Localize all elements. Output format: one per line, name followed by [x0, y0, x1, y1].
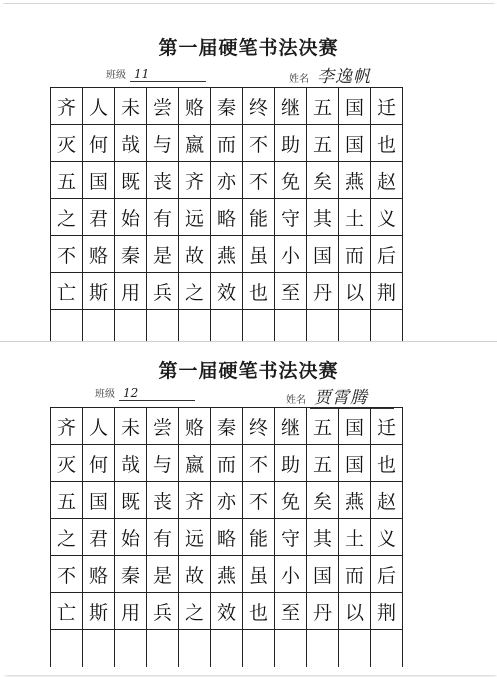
grid-cell: 哉 — [115, 125, 147, 162]
grid-cell: 赵 — [371, 482, 403, 519]
grid-cell: 义 — [371, 519, 403, 556]
grid-cell: 故 — [179, 236, 211, 273]
grid-cell: 齐 — [179, 162, 211, 199]
grid-cell-empty — [83, 310, 115, 341]
grid-cell: 至 — [275, 593, 307, 630]
grid-cell: 也 — [243, 593, 275, 630]
grid-cell: 守 — [275, 199, 307, 236]
grid-cell: 义 — [371, 199, 403, 236]
grid-cell: 人 — [83, 408, 115, 445]
grid-cell: 免 — [275, 162, 307, 199]
grid-cell: 免 — [275, 482, 307, 519]
grid-cell: 而 — [339, 556, 371, 593]
grid-cell: 何 — [83, 125, 115, 162]
grid-cell: 齐 — [51, 408, 83, 445]
grid-cell: 五 — [307, 445, 339, 482]
grid-cell: 始 — [115, 519, 147, 556]
grid-cell: 亦 — [211, 482, 243, 519]
grid-cell-empty — [243, 310, 275, 341]
grid-cell: 而 — [211, 125, 243, 162]
grid-cell: 齐 — [51, 88, 83, 125]
grid-cell: 国 — [339, 125, 371, 162]
grid-cell: 土 — [339, 199, 371, 236]
grid-cell: 有 — [147, 199, 179, 236]
grid-cell: 远 — [179, 519, 211, 556]
grid-cell: 略 — [211, 519, 243, 556]
grid-cell: 虽 — [243, 556, 275, 593]
grid-cell: 未 — [115, 88, 147, 125]
grid-cell: 矣 — [307, 482, 339, 519]
grid-cell-empty — [307, 310, 339, 341]
grid-cell: 之 — [179, 273, 211, 310]
grid-cell: 嬴 — [179, 125, 211, 162]
grid-cell: 兵 — [147, 273, 179, 310]
grid-cell: 小 — [275, 236, 307, 273]
grid-cell: 效 — [211, 593, 243, 630]
grid-cell-empty — [83, 630, 115, 667]
grid-cell: 不 — [243, 482, 275, 519]
grid-cell: 燕 — [211, 556, 243, 593]
grid-cell: 嬴 — [179, 445, 211, 482]
grid-cell: 尝 — [147, 88, 179, 125]
grid-cell: 灭 — [51, 125, 83, 162]
grid-cell: 终 — [243, 408, 275, 445]
grid-cell-empty — [147, 630, 179, 667]
grid-cell: 后 — [371, 236, 403, 273]
class-value: 12 — [119, 386, 195, 401]
grid-cell: 五 — [307, 125, 339, 162]
grid-cell: 五 — [51, 162, 83, 199]
grid-cell: 亦 — [211, 162, 243, 199]
grid-cell: 远 — [179, 199, 211, 236]
grid-cell: 赂 — [83, 236, 115, 273]
grid-cell: 赂 — [179, 408, 211, 445]
grid-cell: 五 — [307, 408, 339, 445]
grid-cell: 国 — [339, 88, 371, 125]
grid-cell-empty — [339, 310, 371, 341]
grid-cell: 既 — [115, 162, 147, 199]
grid-cell: 之 — [51, 199, 83, 236]
grid-cell: 继 — [275, 88, 307, 125]
grid-cell: 小 — [275, 556, 307, 593]
grid-cell: 丹 — [307, 593, 339, 630]
grid-cell: 以 — [339, 593, 371, 630]
grid-cell: 至 — [275, 273, 307, 310]
grid-cell: 与 — [147, 125, 179, 162]
name-value: 李逸帆 — [313, 62, 397, 88]
grid-cell: 灭 — [51, 445, 83, 482]
grid-cell: 与 — [147, 445, 179, 482]
grid-cell: 能 — [243, 519, 275, 556]
grid-cell: 是 — [147, 556, 179, 593]
grid-cell: 斯 — [83, 273, 115, 310]
grid-cell: 略 — [211, 199, 243, 236]
grid-cell: 斯 — [83, 593, 115, 630]
grid-cell-empty — [275, 630, 307, 667]
grid-cell: 始 — [115, 199, 147, 236]
grid-cell: 五 — [51, 482, 83, 519]
grid-cell: 丧 — [147, 162, 179, 199]
grid-cell: 国 — [307, 236, 339, 273]
grid-cell: 以 — [339, 273, 371, 310]
grid-cell: 未 — [115, 408, 147, 445]
class-field — [95, 385, 195, 401]
grid-cell-empty — [115, 310, 147, 341]
grid-cell: 助 — [275, 445, 307, 482]
grid-cell: 而 — [211, 445, 243, 482]
sheet-title: 第一届硬笔书法决赛 — [158, 360, 339, 382]
grid-cell: 亡 — [51, 273, 83, 310]
grid-cell: 是 — [147, 236, 179, 273]
class-value: 11 — [130, 67, 206, 82]
grid-cell: 不 — [243, 445, 275, 482]
grid-cell-empty — [371, 310, 403, 341]
grid-cell: 能 — [243, 199, 275, 236]
grid-cell-empty — [51, 310, 83, 341]
grid-cell-empty — [275, 310, 307, 341]
grid-cell: 有 — [147, 519, 179, 556]
grid-cell-empty — [371, 630, 403, 667]
grid-cell: 不 — [243, 125, 275, 162]
grid-cell-empty — [211, 630, 243, 667]
grid-cell-empty — [307, 630, 339, 667]
entry-sheet-1 — [0, 4, 497, 341]
grid-cell: 哉 — [115, 445, 147, 482]
grid-cell: 不 — [243, 162, 275, 199]
entry-sheet-2 — [0, 341, 497, 675]
grid-cell-empty — [147, 310, 179, 341]
grid-cell: 其 — [307, 199, 339, 236]
grid-cell-empty — [179, 630, 211, 667]
grid-cell: 秦 — [211, 88, 243, 125]
grid-cell: 国 — [307, 556, 339, 593]
grid-cell: 秦 — [115, 556, 147, 593]
grid-cell-empty — [115, 630, 147, 667]
grid-cell: 国 — [339, 408, 371, 445]
class-field — [106, 66, 206, 82]
grid-cell: 也 — [371, 125, 403, 162]
grid-cell: 用 — [115, 273, 147, 310]
grid-cell: 秦 — [115, 236, 147, 273]
grid-cell: 虽 — [243, 236, 275, 273]
grid-cell: 而 — [339, 236, 371, 273]
grid-cell: 之 — [179, 593, 211, 630]
grid-cell: 何 — [83, 445, 115, 482]
grid-cell: 之 — [51, 519, 83, 556]
class-label: 班级 — [95, 389, 115, 400]
name-field — [289, 62, 397, 88]
grid-cell-empty — [51, 630, 83, 667]
grid-cell: 亡 — [51, 593, 83, 630]
grid-cell: 燕 — [339, 162, 371, 199]
grid-cell: 助 — [275, 125, 307, 162]
grid-cell: 迁 — [371, 408, 403, 445]
grid-cell: 荆 — [371, 273, 403, 310]
grid-cell: 守 — [275, 519, 307, 556]
grid-cell: 效 — [211, 273, 243, 310]
grid-cell: 也 — [371, 445, 403, 482]
grid-cell: 齐 — [179, 482, 211, 519]
grid-cell: 丧 — [147, 482, 179, 519]
grid-cell: 继 — [275, 408, 307, 445]
grid-cell: 土 — [339, 519, 371, 556]
name-field — [286, 383, 394, 409]
grid-cell: 尝 — [147, 408, 179, 445]
grid-cell: 国 — [83, 162, 115, 199]
grid-cell: 故 — [179, 556, 211, 593]
grid-cell: 荆 — [371, 593, 403, 630]
grid-cell: 后 — [371, 556, 403, 593]
grid-cell: 国 — [83, 482, 115, 519]
name-value: 贾霄腾 — [310, 383, 394, 409]
sheet-title: 第一届硬笔书法决赛 — [158, 37, 339, 59]
grid-cell: 既 — [115, 482, 147, 519]
grid-cell: 终 — [243, 88, 275, 125]
writing-grid — [50, 407, 403, 667]
grid-cell: 君 — [83, 199, 115, 236]
grid-cell: 人 — [83, 88, 115, 125]
grid-cell: 也 — [243, 273, 275, 310]
grid-cell: 丹 — [307, 273, 339, 310]
grid-cell-empty — [243, 630, 275, 667]
grid-cell: 兵 — [147, 593, 179, 630]
grid-cell: 迁 — [371, 88, 403, 125]
grid-cell: 秦 — [211, 408, 243, 445]
grid-cell: 不 — [51, 236, 83, 273]
grid-cell-empty — [211, 310, 243, 341]
class-label: 班级 — [106, 70, 126, 81]
name-label: 姓名 — [289, 74, 309, 85]
grid-cell: 赂 — [83, 556, 115, 593]
grid-cell: 不 — [51, 556, 83, 593]
grid-cell: 国 — [339, 445, 371, 482]
grid-cell: 燕 — [339, 482, 371, 519]
grid-cell-empty — [339, 630, 371, 667]
writing-grid — [50, 87, 403, 341]
grid-cell: 赂 — [179, 88, 211, 125]
grid-cell: 君 — [83, 519, 115, 556]
grid-cell: 五 — [307, 88, 339, 125]
grid-cell: 赵 — [371, 162, 403, 199]
name-label: 姓名 — [286, 395, 306, 406]
grid-cell: 用 — [115, 593, 147, 630]
grid-cell: 燕 — [211, 236, 243, 273]
grid-cell-empty — [179, 310, 211, 341]
grid-cell: 其 — [307, 519, 339, 556]
grid-cell: 矣 — [307, 162, 339, 199]
